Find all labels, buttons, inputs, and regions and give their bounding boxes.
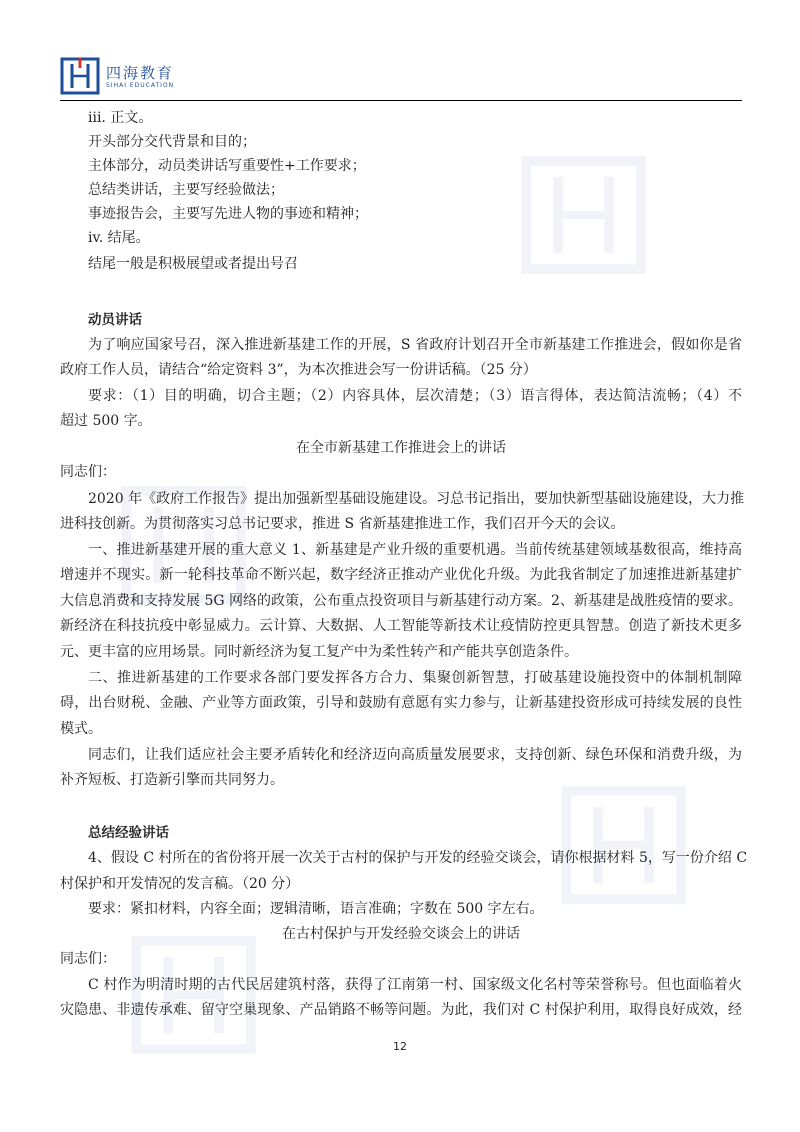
paragraph-line: 要求：（1）目的明确，切合主题；（2）内容具体，层次清楚；（3）语言得体，表达简洁流畅；（4）不 <box>88 388 742 404</box>
page-number: 12 <box>393 1040 407 1053</box>
paragraph-line: 事迹报告会，主要写先进人物的事迹和精神； <box>88 206 368 222</box>
watermark-logo-icon <box>520 150 660 280</box>
paragraph-line: 4、假设 C 村所在的省份将开展一次关于古村的保护与开发的经验交谈会，请你根据材料 5，写一份介绍 C <box>88 850 748 866</box>
sihai-logo-icon <box>60 56 104 96</box>
paragraph-line: 为了响应国家号召，深入推进新基建工作的开展，S 省政府计划召开全市新基建工作推进会，假如你是省 <box>88 337 742 353</box>
paragraph-line: 总结类讲话，主要写经验做法； <box>88 182 284 198</box>
paragraph-line: 元、更丰富的应用场景。同时新经济为复工复产中为柔性转产和产能共享创造条件。 <box>60 644 578 660</box>
header-divider <box>60 100 742 101</box>
paragraph-line: 模式。 <box>60 721 102 737</box>
paragraph-line: 一、推进新基建开展的重大意义 1、新基建是产业升级的重要机遇。当前传统基建领域基数很高，维持高 <box>88 542 742 558</box>
paragraph-line: 同志们，让我们适应社会主要矛盾转化和经济迈向高质量发展要求，支持创新、绿色环保和消费升级，为 <box>88 747 742 763</box>
paragraph-line: 村保护和开发情况的发言稿。（20 分） <box>60 876 300 892</box>
speech-title: 在全市新基建工作推进会上的讲话 <box>296 440 506 456</box>
paragraph-line: 同志们： <box>60 464 116 480</box>
paragraph-line: C 村作为明清时期的古代民居建筑村落，获得了江南第一村、国家级文化名村等荣誉称号。但也面临着火 <box>88 977 742 993</box>
section-heading-mobilization: 动员讲话 <box>88 312 142 328</box>
paragraph-line: 政府工作人员，请结合“给定资料 3”，为本次推进会写一份讲话稿。（25 分） <box>60 362 537 378</box>
paragraph-line: 开头部分交代背景和目的； <box>88 134 256 150</box>
paragraph-line: 增速并不现实。新一轮科技革命不断兴起，数字经济正推动产业优化升级。为此我省制定了加速推进新基建扩 <box>60 567 742 583</box>
paragraph-line: 要求：紧扣材料，内容全面；逻辑清晰，语言准确；字数在 500 字左右。 <box>88 901 544 917</box>
paragraph-line: 新经济在科技抗疫中彰显威力。云计算、大数据、人工智能等新技术让疫情防控更具智慧。创造了新技术更多 <box>60 618 742 634</box>
paragraph-line: 补齐短板、打造新引擎而共同努力。 <box>60 772 284 788</box>
speech-title: 在古村保护与开发经验交谈会上的讲话 <box>282 926 520 942</box>
paragraph-line: 2020 年《政府工作报告》提出加强新型基础设施建设。习总书记指出，要加快新型基础设施建设，大力推 <box>88 491 745 507</box>
paragraph-line: 同志们： <box>60 951 116 967</box>
paragraph-line: 碍，出台财税、金融、产业等方面政策，引导和鼓励有意愿有实力参与，让新基建投资形成可持续发展的良性 <box>60 695 742 711</box>
paragraph-line: 主体部分，动员类讲话写重要性+工作要求； <box>88 158 366 174</box>
paragraph-line: 进科技创新。为贯彻落实习总书记要求，推进 S 省新基建推进工作，我们召开今天的会议。 <box>60 516 625 532</box>
logo-subtext: SIHAI EDUCATION <box>106 82 175 89</box>
watermark-logo-icon <box>560 780 700 910</box>
paragraph-line: 灾隐患、非遗传承难、留守空巢现象、产品销路不畅等问题。为此，我们对 C 村保护利用，取得良好成效，经 <box>60 1002 742 1018</box>
section-heading-summary: 总结经验讲话 <box>88 825 169 841</box>
page-header <box>60 56 742 102</box>
paragraph-line: iv. 结尾。 <box>88 230 150 246</box>
paragraph-line: 超过 500 字。 <box>60 413 152 429</box>
paragraph-line: 结尾一般是积极展望或者提出号召 <box>88 256 298 272</box>
paragraph-line: 二、推进新基建的工作要求各部门要发挥各方合力、集聚创新智慧，打破基建设施投资中的体制机制障 <box>88 670 742 686</box>
logo-text: 四海教育 <box>106 64 175 82</box>
paragraph-line: iii. 正文。 <box>88 110 153 126</box>
paragraph-line: 大信息消费和支持发展 5G 网络的政策，公布重点投资项目与新基建行动方案。2、新基建是战胜疫情的要求。 <box>60 593 742 609</box>
